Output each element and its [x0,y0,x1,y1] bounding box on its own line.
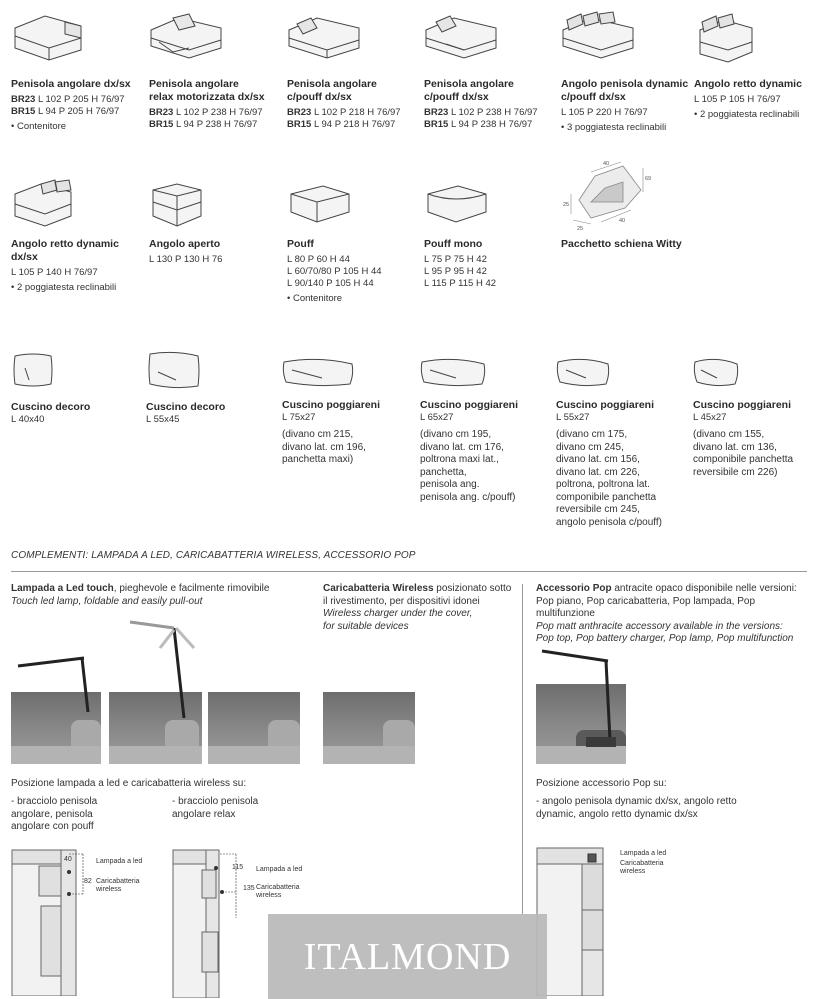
cushion-illustration [556,356,610,388]
spec-dims: L 95 P 95 H 42 [424,266,487,277]
pop-lamp-icon [538,645,618,755]
product-title: Angolo aperto [149,238,221,250]
spec-dims: L 94 P 238 H 76/97 [175,119,258,130]
product-note: • 2 poggiatesta reclinabili [694,109,817,121]
dim-label: 25 [563,202,570,208]
sofa-illustration [424,8,564,68]
product-penisola-relax [149,8,289,130]
spec-dims: L 60/70/80 P 105 H 44 [287,266,382,277]
cushion-size: L 65x27 [420,412,454,423]
spec-code: BR15 [149,119,174,130]
cushion-title: Cuscino decoro [146,401,226,413]
cushion-size: L 55x27 [556,412,590,423]
product-title-line: Penisola angolare [424,78,514,90]
backrest-illustration [561,158,711,234]
product-angolo-aperto [149,174,289,265]
product-angolo-penisola-dynamic [561,8,701,133]
product-angolo-retto-dynamic [694,8,814,120]
cushion-title: Cuscino decoro [11,401,91,413]
spec-dims: L 102 P 238 H 76/97 [450,107,538,118]
cushion-illustration [693,356,739,388]
product-pouff [287,174,427,304]
dim-label: 40 [619,218,626,224]
cushion-poggiareni-65 [420,356,560,504]
cushion-title: Cuscino poggiareni [420,399,519,411]
product-penisola-pouff-1 [287,8,427,130]
section-title: COMPLEMENTI: LAMPADA A LED, CARICABATTERIA WIRELESS, ACCESSORIO POP [11,550,416,561]
pouff-illustration [287,174,427,234]
cushion-illustration [420,356,486,388]
cushion-poggiareni-45 [693,356,813,479]
spec-dims: L 115 P 115 H 42 [424,278,497,289]
spec-dims: L 94 P 238 H 76/97 [450,119,533,130]
spec-dims: L 102 P 218 H 76/97 [313,107,401,118]
spec-dims: L 90/140 P 105 H 44 [287,278,374,289]
cushion-illustration [146,350,202,390]
cushion-decoro-40 [11,350,151,426]
spec-code: BR15 [424,119,449,130]
product-title: Pouff mono [424,238,483,250]
dim-label: 135 [243,885,255,892]
spec-code: BR15 [11,106,36,117]
charger-photo [323,692,415,764]
plan-diagram-penisola [11,846,91,996]
cushion-illustration [11,350,55,390]
product-note: • 2 poggiatesta reclinabili [11,282,151,294]
sofa-illustration [561,8,701,68]
dim-label: 25 [577,226,584,232]
product-title: Angolo retto dynamic [694,78,802,90]
cushion-desc: (divano cm 215, divano lat. cm 196, panchetta maxi) [282,429,366,465]
dim-label: 82 [84,878,92,885]
product-title: Pouff [287,238,314,250]
cushion-poggiareni-75 [282,356,422,467]
diagram-label-charger: Caricabatteria wireless [620,860,664,875]
pop-position-title: Posizione accessorio Pop su: [536,778,667,789]
sofa-illustration [149,8,289,68]
divider [11,571,807,572]
lamp-position-list-b: - bracciolo penisola angolare relax [172,796,259,820]
product-title: Penisola angolare dx/sx [11,78,131,90]
sofa-illustration [694,8,814,68]
product-note: • Contenitore [11,121,151,133]
lamp-photo-3 [208,692,300,764]
product-title-line: Penisola angolare [149,78,239,90]
product-pouff-mono [424,174,564,289]
product-title-line: Angolo retto dynamic [11,238,119,250]
spec-dims: L 105 P 220 H 76/97 [561,107,648,118]
cushion-title: Cuscino poggiareni [693,399,792,411]
dim-label: 40 [603,161,610,167]
product-note: • Contenitore [287,293,427,305]
product-title-line: relax motorizzata dx/sx [149,91,265,103]
spec-dims: L 75 P 75 H 42 [424,254,487,265]
lamp-position-list-a: - bracciolo penisola angolare, penisola angolare con pouff [11,796,98,832]
lamp-icon [14,652,104,722]
cushion-title: Cuscino poggiareni [282,399,381,411]
spec-code: BR15 [287,119,312,130]
diagram-label-lamp: Lampada a led [96,858,143,865]
pop-description: Accessorio Pop antracite opaco disponibile nelle versioni: Pop piano, Pop caricabatteria, Pop lampada, Pop multifunzione Pop matt anthracite accessory available in the versions: Pop top, Pop battery charger, Pop lamp, Pop multifunction [536,583,797,644]
diagram-label-lamp: Lampada a led [256,866,303,873]
cushion-size: L 75x27 [282,412,316,423]
spec-code: BR23 [149,107,174,118]
spec-dims: L 105 P 140 H 76/97 [11,267,98,278]
charger-description: Caricabatteria Wireless posizionato sotto il rivestimento, per dispositivi idonei Wireless charger under the cover, for suitable devices [323,583,512,632]
spec-dims: L 105 P 105 H 76/97 [694,94,781,105]
plan-diagram-pop [536,846,616,996]
cushion-desc: (divano cm 195, divano lat. cm 176, poltrona maxi lat., panchetta, penisola ang. penisola ang. c/pouff) [420,429,516,503]
product-penisola-angolare [11,8,151,132]
cushion-decoro-55 [146,350,286,426]
cushion-size: L 55x45 [146,414,180,425]
product-note: • 3 poggiatesta reclinabili [561,122,711,134]
dim-label: 115 [232,864,244,871]
product-penisola-pouff-2 [424,8,564,130]
lamp-folding-icon [120,618,200,728]
pop-position-list: - angolo penisola dynamic dx/sx, angolo retto dynamic, angolo retto dynamic dx/sx [536,796,737,820]
pouff-illustration [424,174,564,234]
cushion-poggiareni-55 [556,356,696,529]
sofa-illustration [11,8,151,68]
lamp-position-title: Posizione lampada a led e caricabatteria wireless su: [11,778,247,789]
dim-label: 69 [645,176,652,182]
spec-dims: L 102 P 238 H 76/97 [175,107,263,118]
product-title-line: c/pouff dx/sx [561,91,626,103]
spec-dims: L 94 P 218 H 76/97 [313,119,396,130]
product-title: Pacchetto schiena Witty [561,238,682,250]
lamp-description: Lampada a Led touch, pieghevole e facilmente rimovibile Touch led lamp, foldable and easily pull-out [11,583,270,607]
divider [522,584,523,914]
product-title-line: c/pouff dx/sx [424,91,489,103]
cushion-desc: (divano cm 175, divano cm 245, divano lat. cm 156, divano lat. cm 226, poltrona, poltrona lat. componibile panchetta reversibile cm 245, angolo penisola c/pouff) [556,429,663,528]
diagram-label-lamp: Lampada a led [620,850,667,857]
spec-code: BR23 [287,107,312,118]
diagram-label-charger: Caricabatteria wireless [256,884,300,899]
diagram-label-charger: Caricabatteria wireless [96,878,140,893]
sofa-illustration [287,8,427,68]
product-title-line: Angolo penisola dynamic [561,78,689,90]
spec-dims: L 130 P 130 H 76 [149,254,223,265]
dim-label: 40 [64,856,72,863]
spec-code: BR23 [424,107,449,118]
cushion-title: Cuscino poggiareni [556,399,655,411]
product-title-line: c/pouff dx/sx [287,91,352,103]
cushion-illustration [282,356,354,388]
cushion-size: L 40x40 [11,414,45,425]
watermark [268,914,547,999]
product-pacchetto-schiena [561,158,711,250]
spec-dims: L 102 P 205 H 76/97 [37,94,125,105]
product-title-line: Penisola angolare [287,78,377,90]
sofa-illustration [149,174,289,234]
watermark-text: ITALMOND [303,935,512,978]
sofa-illustration [11,174,151,234]
cushion-size: L 45x27 [693,412,727,423]
product-angolo-retto-dynamic-dxsx [11,174,151,293]
spec-dims: L 80 P 60 H 44 [287,254,350,265]
spec-code: BR23 [11,94,36,105]
product-title-line: dx/sx [11,251,38,263]
spec-dims: L 94 P 205 H 76/97 [37,106,120,117]
cushion-desc: (divano cm 155, divano lat. cm 136, componibile panchetta reversibile cm 226) [693,429,794,478]
